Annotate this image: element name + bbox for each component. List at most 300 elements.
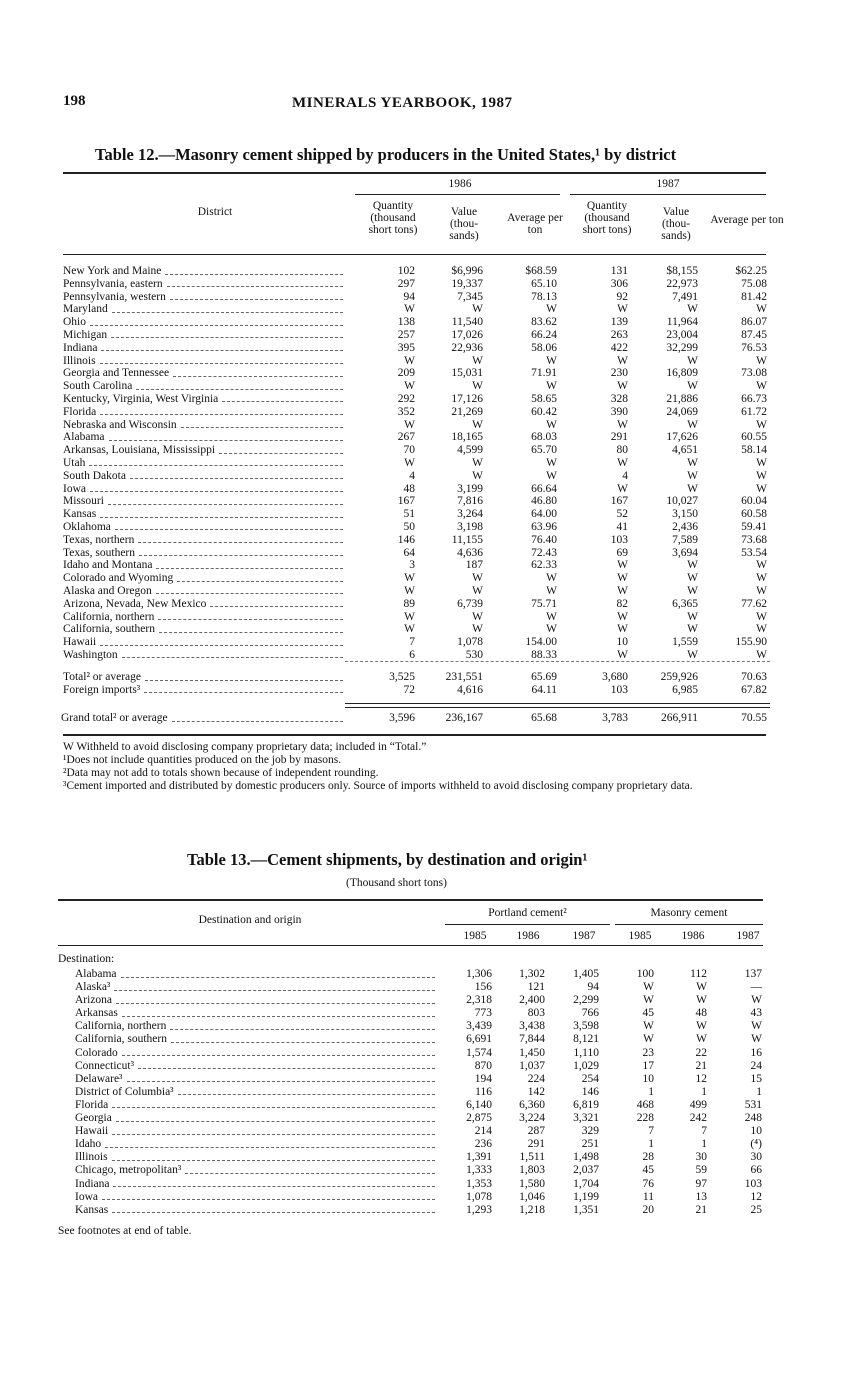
t12-label bbox=[63, 457, 85, 470]
t12-cell-a86: 154.00 bbox=[525, 636, 557, 649]
t12-label bbox=[63, 483, 86, 496]
t12-row bbox=[63, 393, 773, 406]
t12-cell-q87: 230 bbox=[610, 367, 628, 380]
t12-label-text: Arkansas, Louisiana, Mississippi bbox=[63, 444, 216, 457]
t12-label bbox=[63, 431, 105, 444]
t12-cell-q86: 257 bbox=[397, 328, 415, 341]
t13-cell-m87: W bbox=[751, 994, 762, 1007]
t13-label bbox=[75, 1047, 118, 1060]
t12-cell-a86: 75.71 bbox=[531, 597, 557, 610]
t13-leader bbox=[127, 1081, 435, 1082]
t12-label bbox=[63, 547, 135, 560]
t12-cell-v86: 22,936 bbox=[451, 341, 483, 354]
t13-leader bbox=[122, 1055, 435, 1056]
t13-row bbox=[58, 968, 768, 981]
t12-cell-v87: 24,069 bbox=[666, 405, 698, 418]
t12-total-cell-a87: 67.82 bbox=[741, 683, 767, 696]
t12-cell-q87: W bbox=[617, 559, 628, 572]
t12-row bbox=[63, 303, 773, 316]
t13-label-text: District of Columbia³ bbox=[75, 1085, 174, 1098]
t12-cell-q87: W bbox=[617, 303, 628, 316]
t12-row bbox=[63, 419, 773, 432]
t12-cell-a86: 72.43 bbox=[531, 546, 557, 559]
t12-cell-q87: 390 bbox=[610, 405, 628, 418]
t12-cell-v86: W bbox=[472, 610, 483, 623]
t12-label bbox=[63, 355, 96, 368]
t12-footnote-2: ²Data may not add to totals shown because of independent rounding. bbox=[63, 767, 379, 779]
t13-cell-m86: 21 bbox=[695, 1059, 707, 1072]
t13-cell-m87: — bbox=[750, 981, 762, 994]
t12-cell-q86: 64 bbox=[403, 546, 415, 559]
t13-cell-m87: 16 bbox=[750, 1046, 762, 1059]
t12-cell-a87: W bbox=[756, 380, 767, 393]
t12-cell-q87: 92 bbox=[616, 290, 628, 303]
t13-cell-p85: 236 bbox=[474, 1138, 492, 1151]
t13-cell-p87: 1,199 bbox=[573, 1190, 599, 1203]
t12-grand-rule-a bbox=[345, 703, 770, 704]
t12-cell-v86: 7,345 bbox=[457, 290, 483, 303]
t12-label-text: South Carolina bbox=[63, 380, 133, 393]
t13-body bbox=[58, 968, 768, 1217]
t13-cell-p87: 8,121 bbox=[573, 1033, 599, 1046]
t13-label-text: Alaska³ bbox=[75, 981, 111, 994]
t13-section-destination: Destination: bbox=[58, 953, 115, 965]
t12-cell-v87: 23,004 bbox=[666, 328, 698, 341]
t12-label-text: Hawaii bbox=[63, 636, 97, 649]
t13-leader bbox=[112, 1212, 435, 1213]
t12-grand-label-text: Grand total² or average bbox=[61, 712, 168, 724]
t13-cell-m85: 11 bbox=[642, 1190, 654, 1203]
t13-cell-p86: 803 bbox=[527, 1007, 545, 1020]
t12-cell-q87: W bbox=[617, 418, 628, 431]
t13-leader bbox=[170, 1029, 435, 1030]
t12-cell-q86: 94 bbox=[403, 290, 415, 303]
t13-cell-p87: 1,498 bbox=[573, 1151, 599, 1164]
t13-cell-p86: 1,803 bbox=[519, 1164, 545, 1177]
table13-title: Table 13.—Cement shipments, by destination and origin¹ bbox=[187, 850, 588, 869]
t13-cell-p85: 6,140 bbox=[466, 1098, 492, 1111]
t12-cell-q87: 328 bbox=[610, 392, 628, 405]
t13-portland-rule bbox=[445, 924, 610, 925]
t12-row bbox=[63, 291, 773, 304]
t12-label bbox=[63, 559, 152, 572]
t12-cell-a86: $68.59 bbox=[525, 265, 557, 277]
t12-leader bbox=[90, 491, 343, 492]
t12-total-label bbox=[63, 684, 140, 697]
t13-cell-p86: 224 bbox=[527, 1072, 545, 1085]
t12-cell-q87: 52 bbox=[616, 508, 628, 521]
t13-label-text: Indiana bbox=[75, 1177, 110, 1190]
t12-cell-a87: W bbox=[756, 303, 767, 316]
t12-cell-a86: W bbox=[546, 623, 557, 636]
t12-bottom-rule bbox=[63, 734, 766, 736]
t12-cell-q86: 292 bbox=[397, 392, 415, 405]
t13-cell-p87: 254 bbox=[581, 1072, 599, 1085]
t12-1987-rule bbox=[570, 194, 766, 195]
t13-cell-p85: 1,293 bbox=[466, 1203, 492, 1216]
t12-cell-q86: 267 bbox=[397, 431, 415, 444]
t12-cell-a87: W bbox=[756, 482, 767, 495]
t13-cell-m86: 7 bbox=[701, 1125, 707, 1138]
t13-year-p87: 1987 bbox=[572, 930, 596, 942]
t13-cell-p85: 870 bbox=[474, 1059, 492, 1072]
t13-cell-m87: 30 bbox=[750, 1151, 762, 1164]
t13-label bbox=[75, 1204, 108, 1217]
t12-cell-v87: W bbox=[687, 584, 698, 597]
t13-label bbox=[75, 994, 112, 1007]
t12-row bbox=[63, 611, 773, 624]
t12-leader bbox=[90, 325, 343, 326]
t12-subtotal-rule bbox=[345, 661, 770, 662]
t12-cell-v87: 22,973 bbox=[666, 277, 698, 290]
t12-cell-q87: 80 bbox=[616, 444, 628, 457]
t12-cell-v87: W bbox=[687, 469, 698, 482]
table13-subtitle: (Thousand short tons) bbox=[346, 877, 447, 889]
t12-label-text: Nebraska and Wisconsin bbox=[63, 418, 177, 431]
t12-label bbox=[63, 521, 111, 534]
t13-cell-m87: W bbox=[751, 1033, 762, 1046]
t13-cell-p85: 156 bbox=[474, 981, 492, 994]
t12-label bbox=[63, 316, 86, 329]
t13-leader bbox=[112, 1160, 435, 1161]
t12-col-average-87: Average per ton bbox=[710, 214, 784, 226]
t12-cell-a86: 46.80 bbox=[531, 495, 557, 508]
t12-cell-q86: W bbox=[404, 584, 415, 597]
t13-label bbox=[75, 1007, 118, 1020]
t13-cell-p87: 94 bbox=[587, 981, 599, 994]
t12-cell-v86: 1,078 bbox=[457, 636, 483, 649]
t13-cell-p85: 3,439 bbox=[466, 1020, 492, 1033]
t12-cell-a87: W bbox=[756, 648, 767, 661]
t13-cell-p85: 214 bbox=[474, 1125, 492, 1138]
t12-row bbox=[63, 508, 773, 521]
t13-masonry-rule bbox=[615, 924, 763, 925]
t12-cell-a87: 66.73 bbox=[741, 392, 767, 405]
t12-cell-v86: W bbox=[472, 303, 483, 316]
t13-cell-p86: 142 bbox=[527, 1085, 545, 1098]
t13-cell-p85: 2,318 bbox=[466, 994, 492, 1007]
t13-cell-m85: 228 bbox=[636, 1112, 654, 1125]
t12-cell-v87: W bbox=[687, 303, 698, 316]
t12-label-text: Alaska and Oregon bbox=[63, 584, 152, 597]
t13-label-text: Georgia bbox=[75, 1112, 112, 1125]
t12-cell-a87: 58.14 bbox=[741, 444, 767, 457]
t12-cell-v86: 11,540 bbox=[451, 316, 483, 329]
t13-cell-m87: 10 bbox=[750, 1125, 762, 1138]
t13-label bbox=[75, 1086, 174, 1099]
t12-cell-v86: 7,816 bbox=[457, 495, 483, 508]
t13-label bbox=[75, 981, 110, 994]
t12-leader bbox=[156, 593, 343, 594]
t12-cell-q87: W bbox=[617, 584, 628, 597]
t12-leader bbox=[158, 619, 343, 620]
t13-row bbox=[58, 1020, 768, 1033]
t12-cell-q87: W bbox=[617, 623, 628, 636]
t13-cell-m86: W bbox=[696, 994, 707, 1007]
t12-cell-a86: 71.91 bbox=[531, 367, 557, 380]
t12-label-text: Idaho and Montana bbox=[63, 559, 153, 572]
t12-label-text: Maryland bbox=[63, 303, 108, 316]
t13-cell-m86: W bbox=[696, 981, 707, 994]
t12-cell-v87: W bbox=[687, 482, 698, 495]
t12-label bbox=[63, 649, 118, 662]
t13-cell-m86: 499 bbox=[689, 1098, 707, 1111]
t12-cell-a87: W bbox=[756, 418, 767, 431]
t12-cell-v87: W bbox=[687, 610, 698, 623]
t12-label-text: Ohio bbox=[63, 316, 86, 329]
t12-cell-a86: 68.03 bbox=[531, 431, 557, 444]
t12-grand-cell-a87: 70.55 bbox=[741, 712, 767, 724]
t12-leader bbox=[101, 350, 343, 351]
t13-label bbox=[75, 1164, 181, 1177]
t12-leader bbox=[222, 401, 343, 402]
t12-cell-q87: 306 bbox=[610, 277, 628, 290]
t12-grand-row bbox=[63, 712, 773, 725]
t13-cell-m85: 45 bbox=[642, 1007, 654, 1020]
t12-label bbox=[63, 367, 169, 380]
t13-label-text: California, northern bbox=[75, 1020, 167, 1033]
t13-cell-p85: 6,691 bbox=[466, 1033, 492, 1046]
t12-cell-a86: 65.10 bbox=[531, 277, 557, 290]
t12-label bbox=[63, 329, 107, 342]
t13-label-text: Hawaii bbox=[75, 1125, 109, 1138]
t13-label bbox=[75, 1125, 108, 1138]
t12-leader bbox=[130, 478, 343, 479]
t12-cell-v87: 7,589 bbox=[672, 533, 698, 546]
t13-cell-m86: 22 bbox=[695, 1046, 707, 1059]
t13-cell-m87: 531 bbox=[744, 1098, 762, 1111]
t13-cell-p86: 3,438 bbox=[519, 1020, 545, 1033]
t12-cell-q86: 89 bbox=[403, 597, 415, 610]
t12-cell-a87: W bbox=[756, 623, 767, 636]
t12-leader bbox=[112, 312, 343, 313]
t13-label-text: Colorado bbox=[75, 1046, 118, 1059]
t13-leader bbox=[114, 990, 435, 991]
t13-leader bbox=[113, 1186, 435, 1187]
t13-cell-m86: 1 bbox=[701, 1138, 707, 1151]
t13-cell-p86: 1,511 bbox=[519, 1151, 545, 1164]
t12-cell-a87: 77.62 bbox=[741, 597, 767, 610]
t12-cell-a87: 155.90 bbox=[735, 636, 767, 649]
t12-cell-q86: W bbox=[404, 456, 415, 469]
t12-cell-v87: W bbox=[687, 380, 698, 393]
t13-cell-p85: 1,078 bbox=[466, 1190, 492, 1203]
t13-label-text: Arkansas bbox=[75, 1007, 118, 1020]
t13-label-text: Alabama bbox=[75, 968, 117, 980]
t12-cell-q86: 70 bbox=[403, 444, 415, 457]
t12-cell-a86: 60.42 bbox=[531, 405, 557, 418]
t12-leader bbox=[181, 427, 343, 428]
t12-label-text: California, southern bbox=[63, 623, 155, 636]
t12-cell-a86: 62.33 bbox=[531, 559, 557, 572]
t12-row bbox=[63, 342, 773, 355]
t12-row bbox=[63, 316, 773, 329]
t13-row bbox=[58, 1007, 768, 1020]
t12-cell-q87: W bbox=[617, 610, 628, 623]
t12-row bbox=[63, 598, 773, 611]
t12-cell-v86: 21,269 bbox=[451, 405, 483, 418]
t12-cell-v86: 17,126 bbox=[451, 392, 483, 405]
t13-cell-m85: 28 bbox=[642, 1151, 654, 1164]
t13-cell-p87: 1,110 bbox=[573, 1046, 599, 1059]
t13-cell-m87: 103 bbox=[744, 1177, 762, 1190]
t12-cell-q87: 422 bbox=[610, 341, 628, 354]
t13-cell-m85: 76 bbox=[642, 1177, 654, 1190]
t12-year-1986: 1986 bbox=[448, 178, 472, 190]
t12-cell-q87: W bbox=[617, 380, 628, 393]
t13-leader bbox=[116, 1003, 435, 1004]
t12-cell-v86: 18,165 bbox=[451, 431, 483, 444]
t12-cell-v86: 11,155 bbox=[451, 533, 483, 546]
t13-leader bbox=[112, 1107, 435, 1108]
t12-row bbox=[63, 355, 773, 368]
t12-label bbox=[63, 406, 96, 419]
t12-label bbox=[63, 534, 134, 547]
t12-cell-q86: W bbox=[404, 418, 415, 431]
t12-footnote-1: ¹Does not include quantities produced on the job by masons. bbox=[63, 754, 342, 766]
t12-cell-a86: 58.65 bbox=[531, 392, 557, 405]
t13-leader bbox=[121, 977, 435, 978]
t12-cell-a86: 64.00 bbox=[531, 508, 557, 521]
t13-leader bbox=[112, 1134, 435, 1135]
t13-label-text: Chicago, metropolitan³ bbox=[75, 1164, 182, 1177]
t12-cell-a87: 53.54 bbox=[741, 546, 767, 559]
t12-leader bbox=[177, 581, 343, 582]
t12-row bbox=[63, 559, 773, 572]
t12-cell-q86: 6 bbox=[409, 648, 415, 661]
t12-cell-q86: 352 bbox=[397, 405, 415, 418]
t13-row bbox=[58, 1204, 768, 1217]
t12-cell-a86: 65.70 bbox=[531, 444, 557, 457]
t12-label-text: Colorado and Wyoming bbox=[63, 572, 174, 585]
t12-year-1987: 1987 bbox=[656, 178, 680, 190]
t12-cell-q86: 138 bbox=[397, 316, 415, 329]
t12-leader bbox=[100, 363, 343, 364]
t12-body bbox=[63, 265, 773, 662]
t12-cell-q87: 131 bbox=[610, 265, 628, 277]
t12-cell-v86: 17,026 bbox=[451, 328, 483, 341]
t13-cell-p86: 1,046 bbox=[519, 1190, 545, 1203]
t13-cell-m85: 20 bbox=[642, 1203, 654, 1216]
t12-cell-q86: W bbox=[404, 572, 415, 585]
t12-cell-q86: W bbox=[404, 610, 415, 623]
t12-label-text: Illinois bbox=[63, 354, 96, 367]
t12-label bbox=[63, 636, 96, 649]
t12-total-cell-v87: 259,926 bbox=[660, 671, 698, 683]
t12-leader bbox=[100, 645, 343, 646]
t12-cell-a86: W bbox=[546, 354, 557, 367]
t13-cell-m85: 100 bbox=[636, 968, 654, 980]
t13-label bbox=[75, 1191, 98, 1204]
t12-leader bbox=[219, 453, 343, 454]
t12-label-text: Pennsylvania, western bbox=[63, 290, 166, 303]
t12-row bbox=[63, 483, 773, 496]
t12-cell-q87: 4 bbox=[622, 469, 628, 482]
t12-header-rule bbox=[63, 254, 766, 255]
t13-label-text: Connecticut³ bbox=[75, 1059, 135, 1072]
t12-total-row bbox=[63, 671, 773, 684]
t13-cell-p86: 2,400 bbox=[519, 994, 545, 1007]
t12-label bbox=[63, 342, 97, 355]
t12-cell-v86: W bbox=[472, 418, 483, 431]
t13-cell-m86: 48 bbox=[695, 1007, 707, 1020]
t12-label bbox=[63, 508, 96, 521]
t12-total-label bbox=[63, 671, 141, 684]
t12-col-value-86: Value (thou- sands) bbox=[449, 206, 479, 242]
t13-year-m85: 1985 bbox=[628, 930, 652, 942]
t12-leader bbox=[138, 542, 343, 543]
t12-cell-a86: 63.96 bbox=[531, 520, 557, 533]
t13-cell-p86: 1,580 bbox=[519, 1177, 545, 1190]
t12-cell-v86: W bbox=[472, 572, 483, 585]
t12-leader bbox=[100, 517, 343, 518]
t12-cell-a86: 66.24 bbox=[531, 328, 557, 341]
t12-cell-a86: W bbox=[546, 572, 557, 585]
t12-label-text: Indiana bbox=[63, 341, 98, 354]
t12-cell-q87: 167 bbox=[610, 495, 628, 508]
t13-cell-m86: 59 bbox=[695, 1164, 707, 1177]
t12-cell-q87: 41 bbox=[616, 520, 628, 533]
t12-row bbox=[63, 521, 773, 534]
t12-label-text: Kansas bbox=[63, 508, 97, 521]
t12-label bbox=[63, 303, 108, 316]
t12-cell-v86: $6,996 bbox=[451, 265, 483, 277]
t12-leader bbox=[165, 274, 343, 275]
t12-leader bbox=[159, 632, 343, 633]
t12-cell-a87: W bbox=[756, 469, 767, 482]
t12-total-row bbox=[63, 684, 773, 697]
t12-cell-v87: 11,964 bbox=[666, 316, 698, 329]
t12-cell-v87: W bbox=[687, 354, 698, 367]
t12-total-label-text: Foreign imports³ bbox=[63, 683, 141, 696]
t12-cell-q87: 263 bbox=[610, 328, 628, 341]
see-footnotes-note: See footnotes at end of table. bbox=[58, 1225, 192, 1237]
t12-leader bbox=[111, 337, 343, 338]
t12-label-text: Texas, southern bbox=[63, 546, 136, 559]
t12-cell-q86: 3 bbox=[409, 559, 415, 572]
t13-row bbox=[58, 1086, 768, 1099]
t13-cell-p86: 7,844 bbox=[519, 1033, 545, 1046]
t12-cell-v87: W bbox=[687, 418, 698, 431]
t12-label-text: Kentucky, Virginia, West Virginia bbox=[63, 392, 219, 405]
t12-cell-q86: W bbox=[404, 303, 415, 316]
t13-cell-p85: 2,875 bbox=[466, 1112, 492, 1125]
t12-total-label-text: Total² or average bbox=[63, 671, 141, 683]
running-title: MINERALS YEARBOOK, 1987 bbox=[292, 95, 513, 111]
t12-cell-a86: W bbox=[546, 418, 557, 431]
t12-cell-q87: W bbox=[617, 456, 628, 469]
t12-cell-v86: W bbox=[472, 354, 483, 367]
t12-row bbox=[63, 329, 773, 342]
t13-row bbox=[58, 1112, 768, 1125]
t12-cell-a86: 88.33 bbox=[531, 648, 557, 661]
t13-cell-p87: 2,037 bbox=[573, 1164, 599, 1177]
page-number: 198 bbox=[63, 93, 86, 109]
t12-cell-v87: 32,299 bbox=[666, 341, 698, 354]
t12-cell-a86: W bbox=[546, 380, 557, 393]
t12-cell-a87: 60.04 bbox=[741, 495, 767, 508]
t12-cell-a86: 83.62 bbox=[531, 316, 557, 329]
t13-cell-m86: 12 bbox=[695, 1072, 707, 1085]
t13-label-text: Florida bbox=[75, 1098, 109, 1111]
t12-cell-q86: 48 bbox=[403, 482, 415, 495]
t12-col-quantity-87: Quantity (thousand short tons) bbox=[582, 200, 632, 236]
t13-header-rule bbox=[58, 945, 763, 946]
t12-label-text: Georgia and Tennessee bbox=[63, 367, 170, 380]
t13-label-text: California, southern bbox=[75, 1033, 167, 1046]
t12-cell-q86: 395 bbox=[397, 341, 415, 354]
t12-cell-q86: 209 bbox=[397, 367, 415, 380]
